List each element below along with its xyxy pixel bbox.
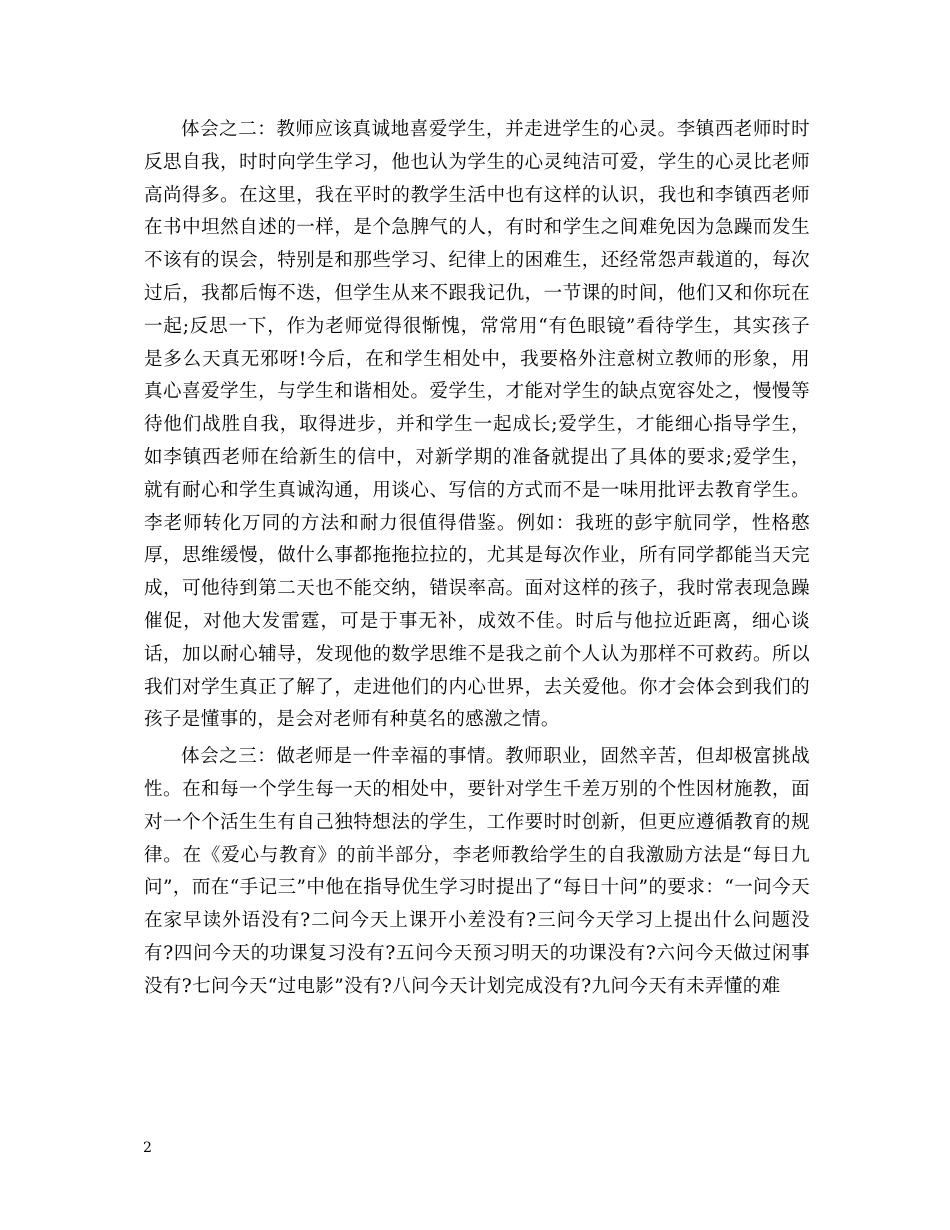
paragraph-1: 体会之二：教师应该真诚地喜爱学生，并走进学生的心灵。李镇西老师时时反思自我，时时向学生学习，他也认为学生的心灵纯洁可爱，学生的心灵比老师高尚得多。在这里，我在平时的教学生活中也有这样的认识，我也和李镇西老师在书中坦然自述的一样，是个急脾气的人，有时和学生之间难免因为急躁而发生不该有的误会，特别是和那些学习、纪律上的困难生，还经常怨声载道的，每次过后，我都后悔不迭，但学生从来不跟我记仇，一节课的时间，他们又和你玩在一起;反思一下，作为老师觉得很惭愧，常常用“有色眼镜”看待学生，其实孩子是多么天真无邪呀!今后，在和学生相处中，我要格外注意树立教师的形象，用真心喜爱学生，与学生和谐相处。爱学生，才能对学生的缺点宽容处之，慢慢等待他们战胜自我，取得进步，并和学生一起成长;爱学生，才能细心指导学生，如李镇西老师在给新生的信中，对新学期的准备就提出了具体的要求;爱学生，就有耐心和学生真诚沟通，用谈心、写信的方式而不是一味用批评去教育学生。李老师转化万同的方法和耐力很值得借鉴。例如：我班的彭宇航同学，性格憨厚，思维缓慢，做什么事都拖拖拉拉的，尤其是每次作业，所有同学都能当天完成，可他待到第二天也不能交纳，错误率高。面对这样的孩子，我时常表现急躁催促，对他大发雷霆，可是于事无补，成效不佳。时后与他拉近距离，细心谈话，加以耐心辅导，发现他的数学思维不是我之前个人认为那样不可救药。所以我们对学生真正了解了，走进他们的内心世界，去关爱他。你才会体会到我们的孩子是懂事的，是会对老师有种莫名的感激之情。	[144, 119, 810, 731]
body-text	[144, 114, 810, 1008]
page-number: 2	[143, 1140, 152, 1156]
paragraph-2: 体会之三：做老师是一件幸福的事情。教师职业，固然辛苦，但却极富挑战性。在和每一个学生每一天的相处中，要针对学生千差万别的个性因材施教，面对一个个活生生有自己独特想法的学生，工作要时时创新，但更应遵循教育的规律。在《爱心与教育》的前半部分，李老师教给学生的自我激励方法是“每日九问”，而在“手记三”中他在指导优生学习时提出了“每日十问”的要求：“一问今天在家早读外语没有?二问今天上课开小差没有?三问今天学习上提出什么问题没有?四问今天的功课复习没有?五问今天预习明天的功课没有?六问今天做过闲事没有?七问今天“过电影”没有?八问今天计划完成没有?九问今天有未弄懂的难	[144, 746, 810, 997]
